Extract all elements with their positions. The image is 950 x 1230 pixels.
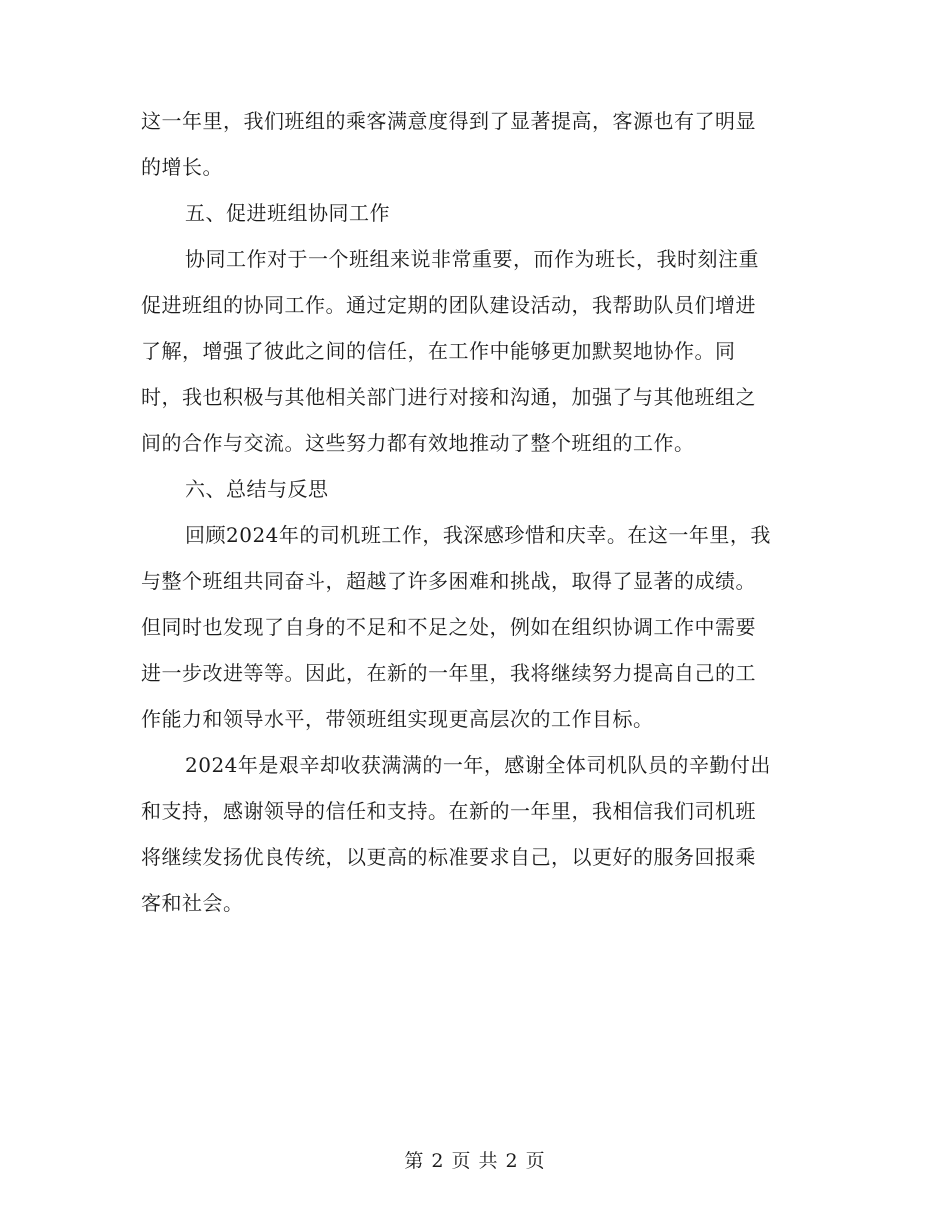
text-line: 时，我也积极与其他相关部门进行对接和沟通，加强了与其他班组之	[141, 385, 756, 409]
paragraph-collaboration	[141, 236, 811, 466]
text-line: 与整个班组共同奋斗，超越了许多困难和挑战，取得了显著的成绩。	[141, 569, 756, 593]
text-line: 间的合作与交流。这些努力都有效地推动了整个班组的工作。	[141, 431, 695, 455]
section-heading-5	[141, 190, 811, 236]
section-heading-6	[141, 466, 811, 512]
text-line: 作能力和领导水平，带领班组实现更高层次的工作目标。	[141, 707, 654, 731]
text-line: 但同时也发现了自身的不足和不足之处，例如在组织协调工作中需要	[141, 615, 756, 639]
text-line: 了解，增强了彼此之间的信任，在工作中能够更加默契地协作。同	[141, 339, 736, 363]
text-line: 进一步改进等等。因此，在新的一年里，我将继续努力提高自己的工	[141, 661, 756, 685]
page-number-footer: 第 2 页 共 2 页	[404, 1150, 546, 1172]
text-line: 这一年里，我们班组的乘客满意度得到了显著提高，客源也有了明显	[141, 109, 756, 133]
text-line: 2024年是艰辛却收获满满的一年，感谢全体司机队员的辛勤付出	[185, 753, 771, 777]
text-line: 客和社会。	[141, 891, 244, 915]
document-body	[141, 98, 811, 926]
heading-text: 六、总结与反思	[185, 477, 329, 501]
text-line: 将继续发扬优良传统，以更高的标准要求自己，以更好的服务回报乘	[141, 845, 756, 869]
paragraph-summary	[141, 512, 811, 742]
text-line: 促进班组的协同工作。通过定期的团队建设活动，我帮助队员们增进	[141, 293, 756, 317]
text-line: 回顾2024年的司机班工作，我深感珍惜和庆幸。在这一年里，我	[185, 523, 771, 547]
paragraph-continuation	[141, 98, 811, 190]
heading-text: 五、促进班组协同工作	[185, 201, 390, 225]
text-line: 的增长。	[141, 155, 223, 179]
text-line: 和支持，感谢领导的信任和支持。在新的一年里，我相信我们司机班	[141, 799, 756, 823]
paragraph-closing	[141, 742, 811, 926]
text-line: 协同工作对于一个班组来说非常重要，而作为班长，我时刻注重	[185, 247, 759, 271]
